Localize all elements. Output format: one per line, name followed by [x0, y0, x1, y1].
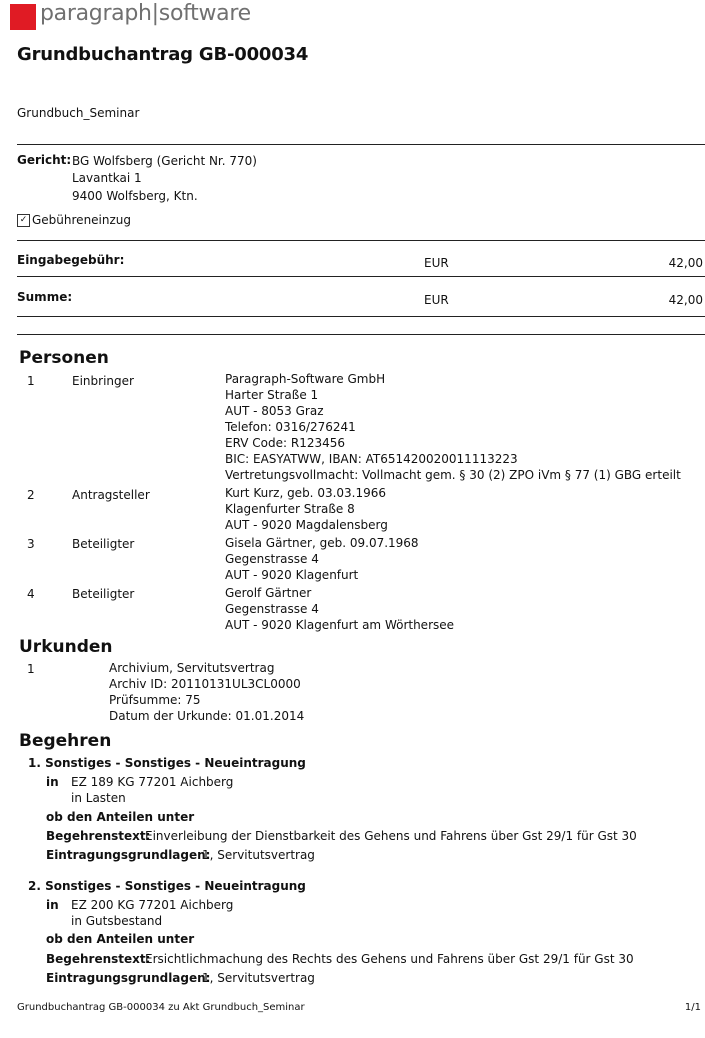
person-line: Gegenstrasse 4	[225, 552, 319, 566]
person-line: AUT - 9020 Klagenfurt	[225, 568, 359, 582]
person-line: AUT - 9020 Magdalensberg	[225, 518, 388, 532]
gericht-address	[72, 153, 257, 205]
urkunde-line: Archivium, Servitutsvertrag	[109, 661, 275, 675]
person-number: 3	[27, 537, 35, 551]
sum-amount: 42,00	[668, 293, 703, 307]
person-number: 1	[27, 374, 35, 388]
divider	[17, 240, 705, 241]
page-number: 1/1	[684, 1002, 701, 1013]
sum-currency: EUR	[424, 293, 449, 307]
begehrenstext-label: Begehrenstext:	[46, 829, 151, 843]
eintragungsgrundlagen-label: Eintragungsgrundlagen:	[46, 971, 211, 985]
begehren-heading: Begehren	[19, 731, 112, 751]
person-line: Gisela Gärtner, geb. 09.07.1968	[225, 536, 419, 550]
gebuehreneinzug-label: Gebühreneinzug	[32, 213, 132, 227]
person-line: Paragraph-Software GmbH	[225, 372, 386, 386]
begehren-in-label: in	[46, 898, 59, 912]
person-details	[225, 485, 388, 533]
eintragungsgrundlagen-label: Eintragungsgrundlagen:	[46, 848, 211, 862]
logo-wordmark: paragraph|software	[40, 1, 251, 26]
begehren-ez-note: in Gutsbestand	[71, 914, 163, 928]
person-line: Telefon: 0316/276241	[225, 420, 356, 434]
begehrenstext-label: Begehrenstext:	[46, 952, 151, 966]
urkunde-number: 1	[27, 662, 35, 676]
urkunde-details	[109, 660, 304, 724]
gericht-street: Lavantkai 1	[72, 171, 142, 185]
footer-text: Grundbuchantrag GB-000034 zu Akt Grundbuch_Seminar	[17, 1002, 305, 1013]
begehren-in-label: in	[46, 775, 59, 789]
gericht-name: BG Wolfsberg (Gericht Nr. 770)	[72, 154, 257, 168]
urkunde-line: Prüfsumme: 75	[109, 693, 201, 707]
person-line: Kurt Kurz, geb. 03.03.1966	[225, 486, 387, 500]
begehren-ez: EZ 189 KG 77201 Aichberg	[71, 775, 234, 789]
begehren-title: 1. Sonstiges - Sonstiges - Neueintragung	[28, 756, 306, 770]
logo-mark	[10, 4, 36, 30]
gericht-city: 9400 Wolfsberg, Ktn.	[72, 189, 198, 203]
urkunde-line: Archiv ID: 20110131UL3CL0000	[109, 677, 301, 691]
urkunde-line: Datum der Urkunde: 01.01.2014	[109, 709, 305, 723]
fee-label: Eingabegebühr:	[17, 253, 125, 267]
begehren-anteile: ob den Anteilen unter	[46, 932, 195, 946]
urkunden-heading: Urkunden	[19, 637, 113, 657]
document-title: Grundbuchantrag GB-000034	[17, 44, 309, 65]
person-details	[225, 535, 419, 583]
personen-heading: Personen	[19, 348, 109, 368]
fee-currency: EUR	[424, 256, 449, 270]
person-number: 4	[27, 587, 35, 601]
gericht-label: Gericht:	[17, 153, 72, 167]
person-line: Klagenfurter Straße 8	[225, 502, 355, 516]
person-number: 2	[27, 488, 35, 502]
begehren-title: 2. Sonstiges - Sonstiges - Neueintragung	[28, 879, 306, 893]
begehrenstext: Ersichtlichmachung des Rechts des Gehens und Fahrens über Gst 29/1 für Gst 30	[145, 952, 634, 966]
person-line: Gegenstrasse 4	[225, 602, 319, 616]
person-role: Einbringer	[72, 374, 134, 388]
begehrenstext: Einverleibung der Dienstbarkeit des Gehens und Fahrens über Gst 29/1 für Gst 30	[145, 829, 637, 843]
person-line: Vertretungsvollmacht: Vollmacht gem. § 30 (2) ZPO iVm § 77 (1) GBG erteilt	[225, 468, 681, 482]
person-line: BIC: EASYATWW, IBAN: AT651420020011113223	[225, 452, 518, 466]
gebuehreneinzug-checkbox[interactable]: ✓	[17, 214, 30, 227]
fee-amount: 42,00	[668, 256, 703, 270]
person-details	[225, 585, 454, 633]
person-line: Harter Straße 1	[225, 388, 319, 402]
person-line: ERV Code: R123456	[225, 436, 346, 450]
divider	[17, 316, 705, 317]
begehren-anteile: ob den Anteilen unter	[46, 810, 195, 824]
divider	[17, 276, 705, 277]
divider	[17, 334, 705, 335]
person-role: Beteiligter	[72, 587, 135, 601]
person-role: Antragsteller	[72, 488, 150, 502]
eintragungsgrundlagen: 1, Servitutsvertrag	[202, 848, 315, 862]
begehren-ez: EZ 200 KG 77201 Aichberg	[71, 898, 234, 912]
akt-name: Grundbuch_Seminar	[17, 106, 140, 120]
person-line: AUT - 9020 Klagenfurt am Wörthersee	[225, 618, 455, 632]
divider	[17, 144, 705, 145]
begehren-ez-note: in Lasten	[71, 791, 126, 805]
person-line: AUT - 8053 Graz	[225, 404, 324, 418]
person-details	[225, 371, 681, 483]
person-line: Gerolf Gärtner	[225, 586, 312, 600]
eintragungsgrundlagen: 1, Servitutsvertrag	[202, 971, 315, 985]
person-role: Beteiligter	[72, 537, 135, 551]
sum-label: Summe:	[17, 290, 73, 304]
